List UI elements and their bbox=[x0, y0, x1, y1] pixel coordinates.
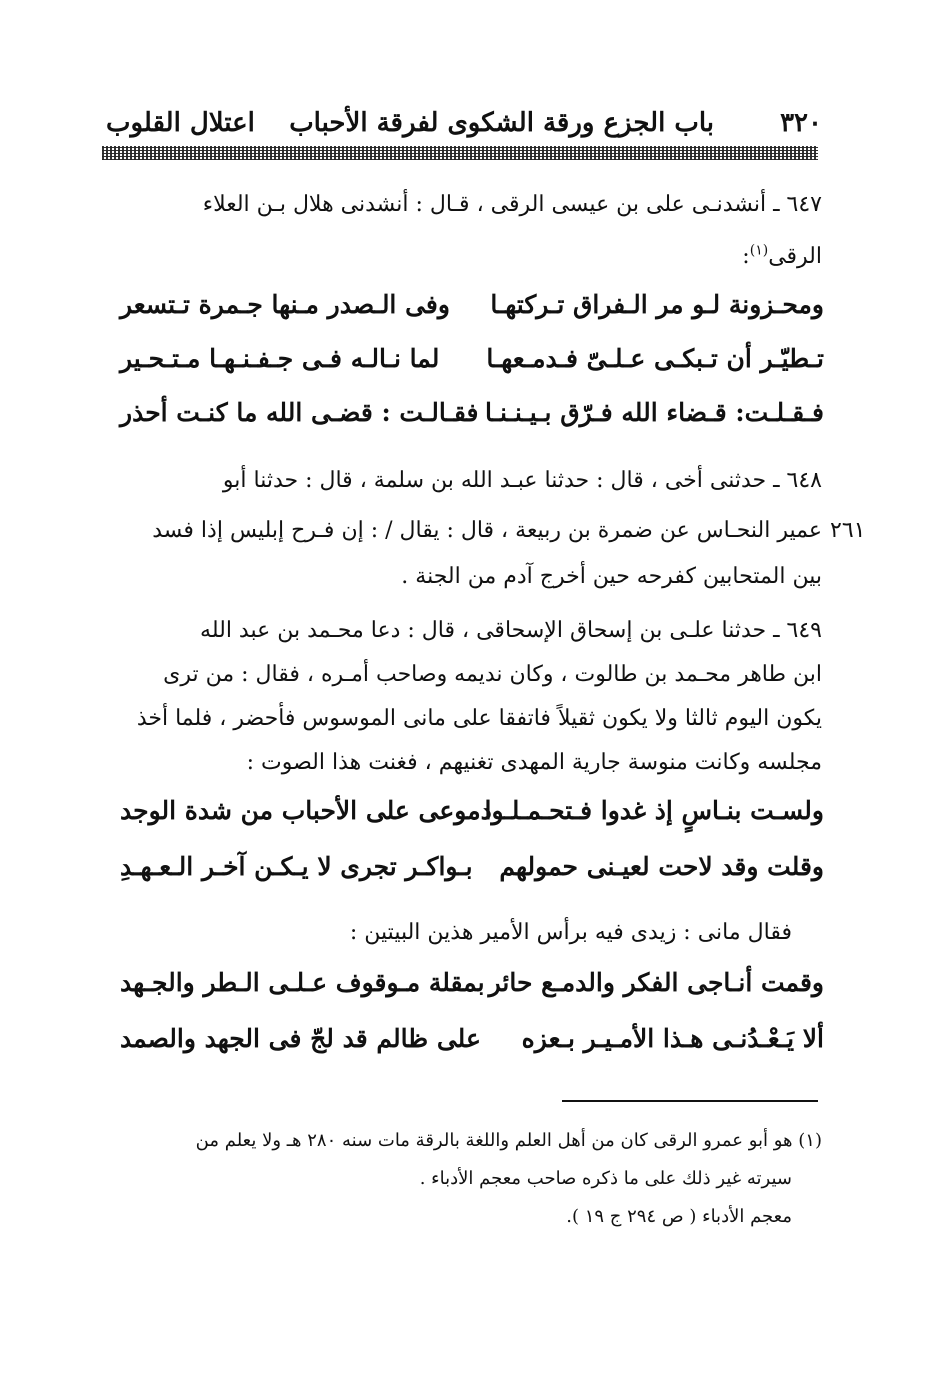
marginal-manuscript-number: ٢٦١ bbox=[830, 518, 866, 543]
header-divider bbox=[102, 146, 818, 160]
footnote-line: معجم الأدباء ( ص ٢٩٤ ج ١٩ ). bbox=[566, 1206, 792, 1227]
verse-line bbox=[120, 344, 824, 392]
verse-hemistich-left: فقـالـت : قضـى الله ما كنـت أحذر bbox=[120, 398, 479, 427]
verse-hemistich-left: بمقلة مـوقوف عـلـى الـطر والجـهد bbox=[120, 968, 485, 997]
verse-line bbox=[120, 968, 824, 1016]
page-number: ٣٢٠ bbox=[780, 108, 822, 138]
entry-647-text: الرقى bbox=[768, 244, 822, 269]
entry-649-line1: ٦٤٩ ـ حدثنا علـى بن إسحاق الإسحاقى ، قال : دعا محـمد بن عبد الله bbox=[200, 618, 822, 643]
verse-hemistich-right: ألا يَـعْـدُنـى هـذا الأمـيـر بـعزه bbox=[521, 1024, 824, 1053]
verse-line bbox=[120, 796, 824, 844]
verse-hemistich-right: تـطيّـر أن تـبكـى عـلـىّ فـدمـعهـا bbox=[486, 344, 824, 373]
verse-hemistich-left: على ظالم قد لجّ فى الجهد والصمد bbox=[120, 1024, 481, 1053]
verse-hemistich-left: وفى الـصدر مـنها جـمرة تـتسعر bbox=[120, 290, 450, 319]
footnote-rule bbox=[562, 1100, 818, 1102]
entry-648-line1: ٦٤٨ ـ حدثنى أخى ، قال : حدثنا عبـد الله بن سلمة ، قال : حدثنا أبو bbox=[222, 468, 822, 493]
entry-648-line3: بين المتحابين كفرحه حين أخرج آدم من الجنة . bbox=[401, 564, 822, 589]
verse-hemistich-right: ومحـزونة لـو مر الـفراق تـركتهـا bbox=[490, 290, 824, 319]
entry-649-line4: مجلسه وكانت منوسة جارية المهدى تغنيهم ، فغنت هذا الصوت : bbox=[246, 750, 822, 775]
verse-hemistich-left: دموعى على الأحباب من شدة الوجد bbox=[120, 796, 492, 825]
entry-647-line2 bbox=[114, 232, 822, 282]
verse-line bbox=[120, 290, 824, 338]
entry-647-line1: ٦٤٧ ـ أنشدنـى على بن عيسى الرقى ، قـال : أنشدنى هلال بـن العلاء bbox=[202, 192, 822, 217]
entry-649-line2: ابن طاهر محـمد بن طالوت ، وكان نديمه وصاحب أمـره ، فقال : من ترى bbox=[163, 662, 822, 687]
verse-hemistich-right: وقمت أنـاجى الفكر والدمـع حائر bbox=[488, 968, 824, 997]
footnote-line: (١) هو أبو عمرو الرقى كان من أهل العلم واللغة بالرقة مات سنه ٢٨٠ هـ ولا يعلم من bbox=[195, 1130, 822, 1151]
chapter-title: باب الجزع ورقة الشكوى لفرقة الأحباب bbox=[289, 108, 714, 138]
verse-hemistich-left: بـواكـر تجرى لا يـكـن آخـر الـعـهـدِ bbox=[120, 852, 473, 881]
verse-line bbox=[120, 398, 824, 446]
verse-hemistich-right: ولسـت بنـاسٍ إذ غدوا فـتحـمـلـوا bbox=[484, 796, 824, 825]
verse-hemistich-right: فـقـلـت: قـضاء الله فـرّق بـيـنـنـا bbox=[485, 398, 824, 427]
entry-647-colon: : bbox=[742, 244, 750, 269]
footnote-line: سيرته غير ذلك على ما ذكره صاحب معجم الأدباء . bbox=[419, 1168, 792, 1189]
book-title: اعتلال القلوب bbox=[106, 108, 255, 138]
verse-hemistich-left: لما نـالـه فـى جـفـنـهـا مـتـحـير bbox=[120, 344, 440, 373]
verse-hemistich-right: وقلت وقد لاحت لعيـنى حمولهم bbox=[499, 852, 824, 881]
page-header bbox=[100, 108, 822, 148]
mani-line: فقال مانى : زيدى فيه برأس الأمير هذين البيتين : bbox=[349, 920, 792, 945]
footnote-ref: (١) bbox=[749, 242, 769, 259]
verse-line bbox=[120, 852, 824, 900]
entry-648-line2: عمير النحـاس عن ضمرة بن ربيعة ، قال : يقال / : إن فـرح إبليس إذا فسد bbox=[152, 518, 822, 543]
verse-line bbox=[120, 1024, 824, 1072]
entry-649-line3: يكون اليوم ثالثا ولا يكون ثقيلاً فاتفقا على مانى الموسوس فأحضر ، فلما أخذ bbox=[136, 706, 822, 731]
